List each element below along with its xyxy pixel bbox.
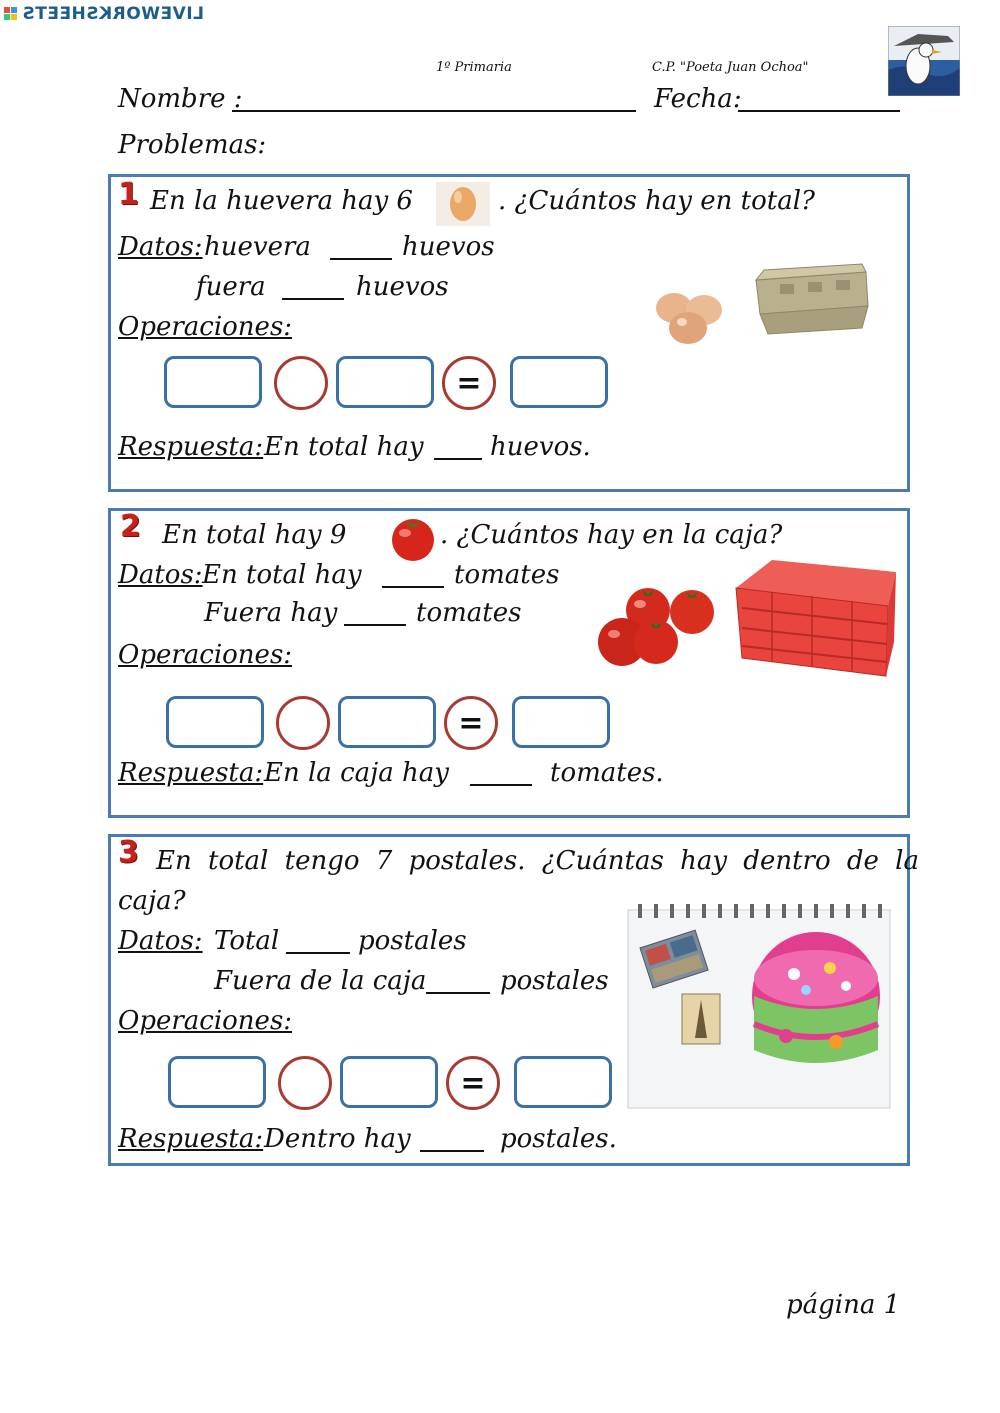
problem-1-blank-2[interactable]	[282, 298, 344, 300]
problem-3-number: 3	[118, 835, 139, 870]
problem-1-respuesta-b: huevos.	[490, 432, 591, 462]
problem-3-question-start: En total tengo 7 postales. ¿Cuántas hay dentro de la	[156, 846, 919, 876]
page-number: página 1	[786, 1290, 901, 1320]
brand-text: LIVEWORKSHEETS	[22, 4, 204, 24]
problem-3-blank-1[interactable]	[286, 952, 350, 954]
eggs-image	[644, 282, 730, 352]
problem-3-datos-1b: postales	[358, 926, 467, 956]
problem-1-result[interactable]	[510, 356, 608, 408]
problem-1-operand-2[interactable]	[336, 356, 434, 408]
problem-1-datos-1b: huevos	[402, 232, 495, 262]
problem-3-result[interactable]	[514, 1056, 612, 1108]
egg-carton-image	[750, 262, 872, 336]
problem-3-operand-1[interactable]	[168, 1056, 266, 1108]
school-logo	[888, 26, 960, 96]
problem-3-datos-1a: Total	[214, 926, 280, 956]
problem-3-datos-2b: postales	[500, 966, 609, 996]
section-title: Problemas:	[118, 130, 267, 160]
problem-3-operator[interactable]	[278, 1056, 332, 1110]
problem-3-operand-2[interactable]	[340, 1056, 438, 1108]
problem-1-blank-1[interactable]	[330, 258, 392, 260]
problem-2-datos-1a: En total hay	[202, 560, 362, 590]
liveworksheets-logo-icon	[4, 7, 18, 21]
problem-2-datos-1b: tomates	[454, 560, 560, 590]
problem-2-question-start: En total hay 9	[162, 520, 347, 550]
problem-3-equals: =	[446, 1056, 500, 1110]
problem-2-operator[interactable]	[276, 696, 330, 750]
name-field[interactable]	[232, 110, 636, 112]
problem-3-respuesta-b: postales.	[500, 1124, 617, 1154]
problem-1-respuesta-a: En total hay	[264, 432, 424, 462]
problem-3-answer-blank[interactable]	[420, 1150, 484, 1152]
problem-1-datos-2b: huevos	[356, 272, 449, 302]
date-label: Fecha:	[654, 84, 742, 114]
problem-2-blank-2[interactable]	[344, 624, 406, 626]
tomatoes-image	[596, 584, 720, 668]
problem-2-operaciones-label: Operaciones:	[118, 640, 293, 670]
problem-3-datos-2a: Fuera de la caja	[214, 966, 427, 996]
date-field[interactable]	[738, 110, 900, 112]
problem-2-number: 2	[120, 509, 141, 544]
problem-3-respuesta-a: Dentro hay	[264, 1124, 411, 1154]
problem-1-number: 1	[118, 177, 139, 212]
tomato-icon	[388, 514, 438, 562]
problem-1-datos-2a: fuera	[196, 272, 266, 302]
name-label: Nombre :	[118, 84, 243, 114]
red-crate-image	[732, 558, 900, 680]
problem-3-blank-2[interactable]	[426, 992, 490, 994]
problem-2-respuesta-label: Respuesta:	[118, 758, 264, 788]
problem-2-operand-1[interactable]	[166, 696, 264, 748]
problem-1-respuesta-label: Respuesta:	[118, 432, 264, 462]
postcards-box-image	[626, 904, 892, 1110]
problem-2-datos-2a: Fuera hay	[204, 598, 338, 628]
problem-2-answer-blank[interactable]	[470, 784, 532, 786]
school-name: C.P. "Poeta Juan Ochoa"	[652, 60, 809, 75]
problem-2-datos-2b: tomates	[416, 598, 522, 628]
problem-3-respuesta-label: Respuesta:	[118, 1124, 264, 1154]
problem-1-answer-blank[interactable]	[434, 458, 482, 460]
problem-3-operaciones-label: Operaciones:	[118, 1006, 293, 1036]
problem-1-datos-1a: huevera	[204, 232, 311, 262]
problem-1-datos-label: Datos:	[118, 232, 203, 262]
problem-2-question-end: . ¿Cuántos hay en la caja?	[440, 520, 783, 550]
problem-1-equals: =	[442, 356, 496, 410]
problem-2-equals: =	[444, 696, 498, 750]
problem-3-question-end: caja?	[118, 886, 186, 916]
egg-icon	[436, 182, 490, 226]
problem-2-operand-2[interactable]	[338, 696, 436, 748]
problem-2-respuesta-b: tomates.	[550, 758, 664, 788]
grade-label: 1º Primaria	[436, 60, 512, 75]
problem-1-operator[interactable]	[274, 356, 328, 410]
problem-1-operand-1[interactable]	[164, 356, 262, 408]
problem-2-blank-1[interactable]	[382, 586, 444, 588]
problem-2-datos-label: Datos:	[118, 560, 203, 590]
problem-1-operaciones-label: Operaciones:	[118, 312, 293, 342]
problem-2-respuesta-a: En la caja hay	[264, 758, 449, 788]
problem-1-question-end: . ¿Cuántos hay en total?	[498, 186, 815, 216]
problem-1-question-start: En la huevera hay 6	[150, 186, 413, 216]
problem-3-datos-label: Datos:	[118, 926, 203, 956]
problem-2-result[interactable]	[512, 696, 610, 748]
